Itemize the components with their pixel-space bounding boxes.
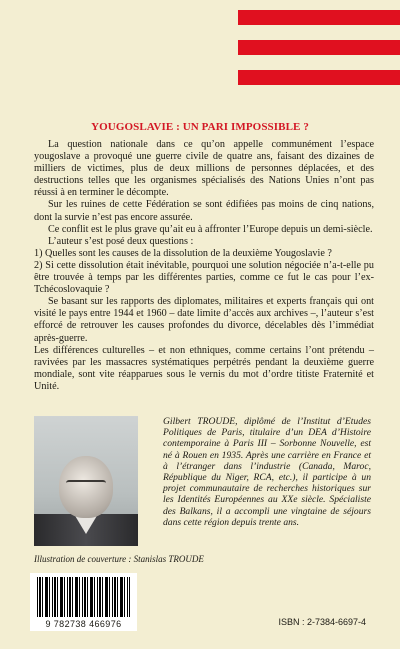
question-1: 1) Quelles sont les causes de la dissolution de la deuxième Yougoslavie ? bbox=[34, 247, 332, 259]
red-stripe bbox=[238, 10, 400, 25]
paragraph: Les différences culturelles – et non ethniques, comme certains l’ont prétendu – ravivées par les massacres systématiques perpétrés pendant la deuxième guerre mondiale, sont vite réapparues sous le vernis du mot d’ordre titiste Fraternité et Unité. bbox=[34, 344, 374, 392]
red-stripe bbox=[238, 70, 400, 85]
barcode-number: 9 782738 466976 bbox=[45, 619, 122, 629]
back-cover-text bbox=[34, 139, 374, 393]
paragraph: Se basant sur les rapports des diplomates, militaires et experts français qui ont visité le pays entre 1944 et 1960 – date limite d’accès aux archives –, l’auteur s’est efforcé de retrouver les causes profondes du divorce, décelables dès l’immédiat après-guerre. bbox=[34, 296, 374, 344]
cover-credit: Illustration de couverture : Stanislas TROUDE bbox=[34, 554, 204, 564]
book-title: YOUGOSLAVIE : UN PARI IMPOSSIBLE ? bbox=[91, 121, 309, 133]
question-2: 2) Si cette dissolution était inévitable, pourquoi une solution négociée n’a-t-elle pu être trouvée à temps par les différentes parties, comme ce fut le cas pour l’ex-Tchécoslovaquie ? bbox=[34, 259, 374, 296]
author-bio: Gilbert TROUDE, diplômé de l’Institut d’Etudes Politiques de Paris, titulaire d’un DEA d’Histoire contemporaine à Paris III – Sorbonne Nouvelle, est né à Rouen en 1935. Après une carrière en France et à l’étranger dans l’industrie (Canada, Maroc, République du Niger, RCA, etc.), il participe à un projet communautaire de recherches historiques sur les Identités Européennes au XXe siècle. Spécialiste des Balkans, il a accompli une vingtaine de séjours dans cette région depuis trente ans. bbox=[163, 416, 371, 528]
paragraph: La question nationale dans ce qu’on appelle communément l’espace yougoslave a provoqué une guerre civile de quatre ans, faisant des dizaines de milliers de victimes, plus de deux millions de personnes déplacées, et des destructions telles que les organismes spécialisés des Nations Unies n’ont pas réussi à en terminer le décompte. bbox=[34, 139, 374, 199]
paragraph: Ce conflit est le plus grave qu’ait eu à affronter l’Europe depuis un demi-siècle. bbox=[48, 223, 373, 235]
paragraph: Sur les ruines de cette Fédération se sont édifiées pas moins de cinq nations, dont la survie n’est pas encore assurée. bbox=[34, 199, 374, 223]
author-photo bbox=[34, 416, 138, 546]
isbn: ISBN : 2-7384-6697-4 bbox=[278, 617, 366, 627]
paragraph: L’auteur s’est posé deux questions : bbox=[48, 235, 194, 247]
barcode bbox=[30, 573, 137, 631]
barcode-bars bbox=[37, 577, 130, 617]
photo-glasses bbox=[66, 480, 106, 490]
red-stripe bbox=[238, 40, 400, 55]
